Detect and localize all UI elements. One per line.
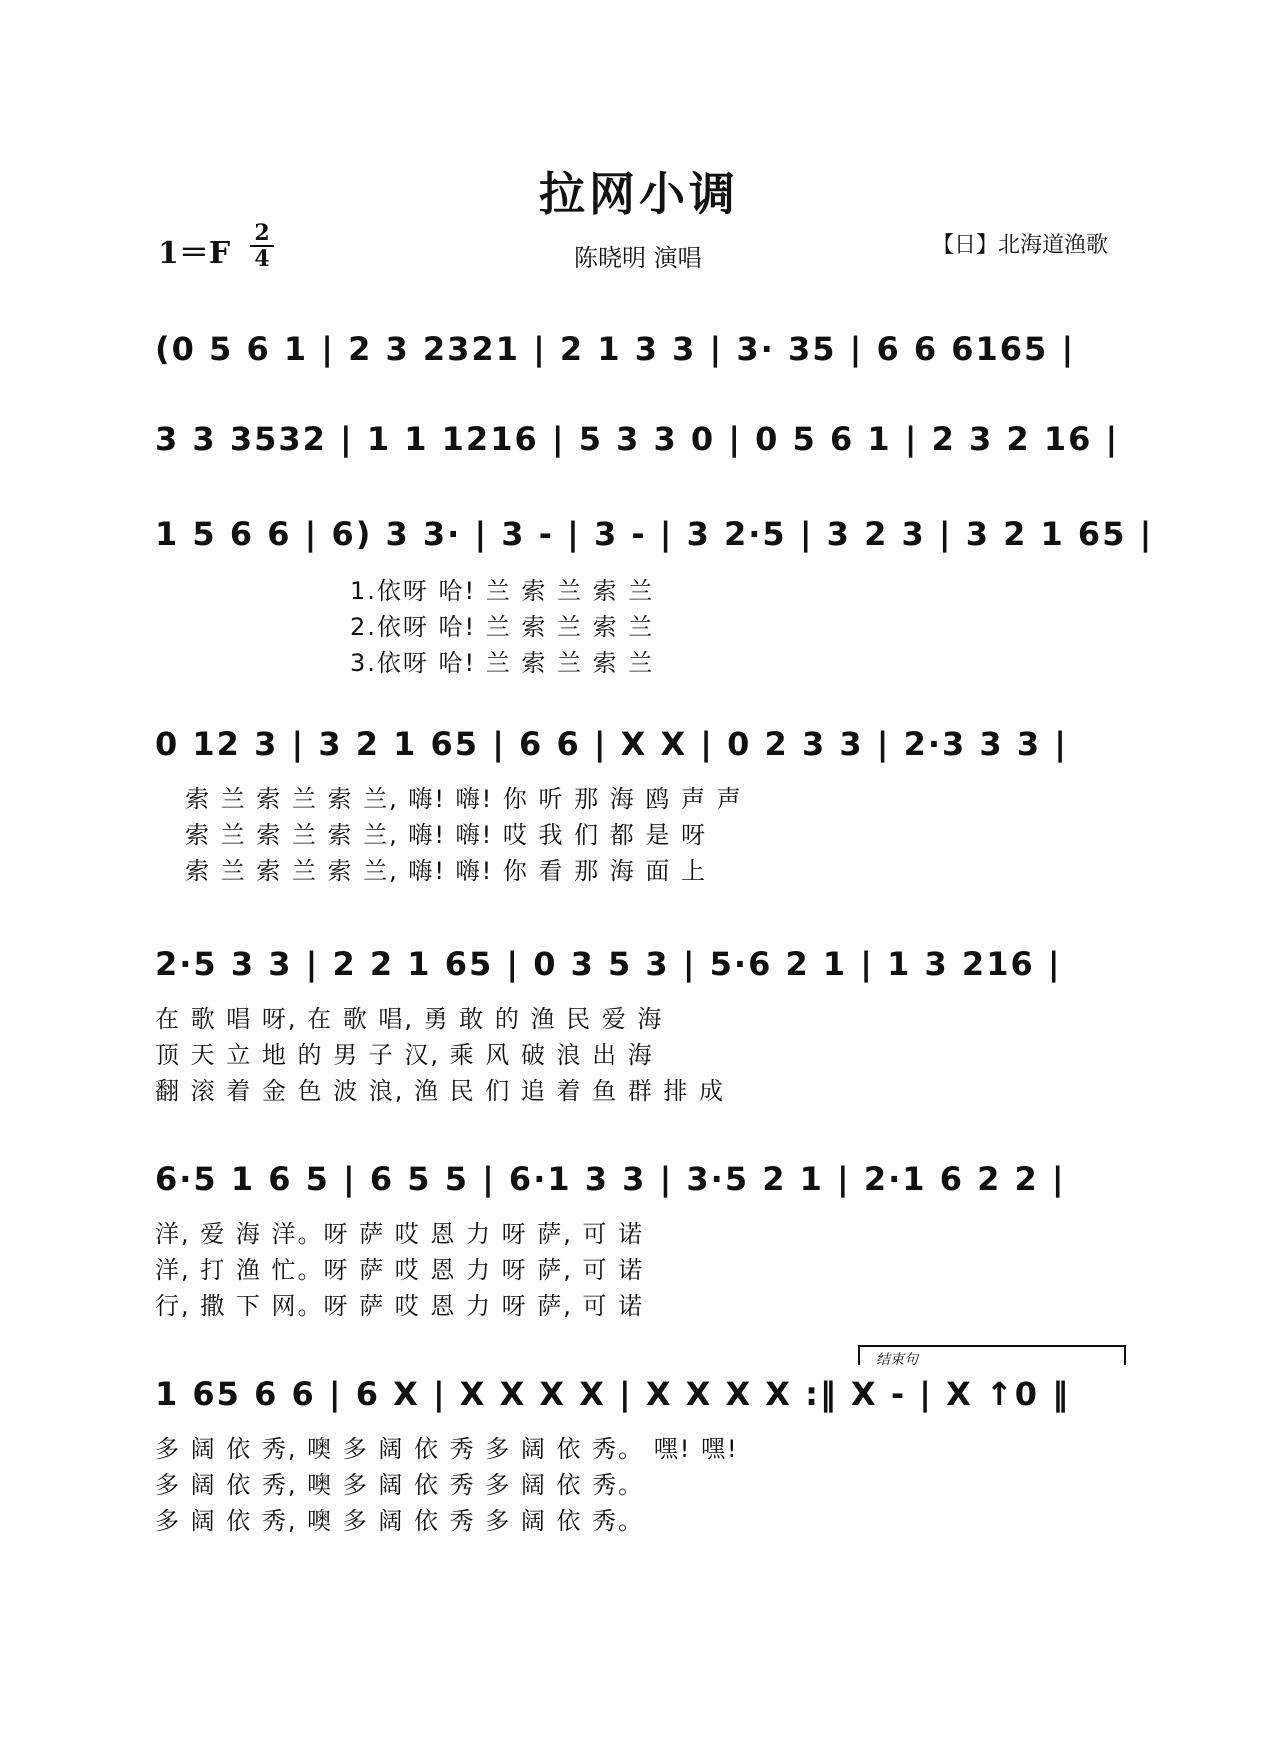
lyric-verse-2: 索 兰 索 兰 索 兰, 嗨! 嗨! 哎 我 们 都 是 呀 — [185, 821, 708, 849]
lyric-verse-1: 洋, 爱 海 洋。呀 萨 哎 恩 力 呀 萨, 可 诺 — [155, 1220, 645, 1248]
notation-line: (0 5 6 1 | 2 3 2321 | 2 1 3 3 | 3· 35 | 6 6 6165 | — [155, 330, 1076, 368]
lyric-verse-3: 翻 滚 着 金 色 波 浪, 渔 民 们 追 着 鱼 群 排 成 — [155, 1077, 726, 1105]
time-signature — [250, 222, 274, 270]
song-title: 拉网小调 — [539, 167, 739, 221]
lyric-verse-3: 索 兰 索 兰 索 兰, 嗨! 嗨! 你 看 那 海 面 上 — [185, 857, 708, 885]
lyric-verse-2: 洋, 打 渔 忙。呀 萨 哎 恩 力 呀 萨, 可 诺 — [155, 1256, 645, 1284]
time-signature-numerator: 2 — [254, 220, 270, 246]
lyric-verse-1: 多 阔 依 秀, 噢 多 阔 依 秀 多 阔 依 秀。 嘿! 嘿! — [155, 1435, 739, 1463]
lyric-verse-3: 行, 撒 下 网。呀 萨 哎 恩 力 呀 萨, 可 诺 — [155, 1292, 645, 1320]
lyric-verse-2: 顶 天 立 地 的 男 子 汉, 乘 风 破 浪 出 海 — [155, 1041, 654, 1069]
ending-label: 结束句 — [876, 1352, 918, 1368]
performer-credit: 陈晓明 演唱 — [574, 244, 702, 272]
lyric-verse-2: 多 阔 依 秀, 噢 多 阔 依 秀 多 阔 依 秀。 — [155, 1471, 645, 1499]
lyric-verse-3: 3.依呀 哈! 兰 索 兰 索 兰 — [350, 649, 655, 677]
lyric-verse-1: 索 兰 索 兰 索 兰, 嗨! 嗨! 你 听 那 海 鸥 声 声 — [185, 785, 743, 813]
notation-line: 6·5 1 6 5 | 6 5 5 | 6·1 3 3 | 3·5 2 1 | 2·1 6 2 2 | — [155, 1160, 1066, 1198]
notation-line: 1 5 6 6 | 6) 3 3· | 3 - | 3 - | 3 2·5 | 3 2 3 | 3 2 1 65 | — [155, 515, 1154, 553]
time-signature-denominator: 4 — [254, 246, 270, 272]
lyric-verse-1: 在 歌 唱 呀, 在 歌 唱, 勇 敢 的 渔 民 爱 海 — [155, 1005, 664, 1033]
song-origin: 【日】北海道渔歌 — [932, 233, 1109, 258]
lyric-verse-3: 多 阔 依 秀, 噢 多 阔 依 秀 多 阔 依 秀。 — [155, 1507, 645, 1535]
lyric-verse-1: 1.依呀 哈! 兰 索 兰 索 兰 — [350, 577, 655, 605]
notation-line: 2·5 3 3 | 2 2 1 65 | 0 3 5 3 | 5·6 2 1 | 1 3 216 | — [155, 945, 1062, 983]
key-signature: 1＝F — [158, 236, 231, 271]
notation-line: 0 12 3 | 3 2 1 65 | 6 6 | X X | 0 2 3 3 | 2·3 3 3 | — [155, 725, 1068, 763]
lyric-verse-2: 2.依呀 哈! 兰 索 兰 索 兰 — [350, 613, 655, 641]
notation-line: 3 3 3532 | 1 1 1216 | 5 3 3 0 | 0 5 6 1 | 2 3 2 16 | — [155, 420, 1120, 458]
notation-line: 1 65 6 6 | 6 X | X X X X | X X X X :‖ X - | X ↑0 ‖ — [155, 1375, 1071, 1413]
